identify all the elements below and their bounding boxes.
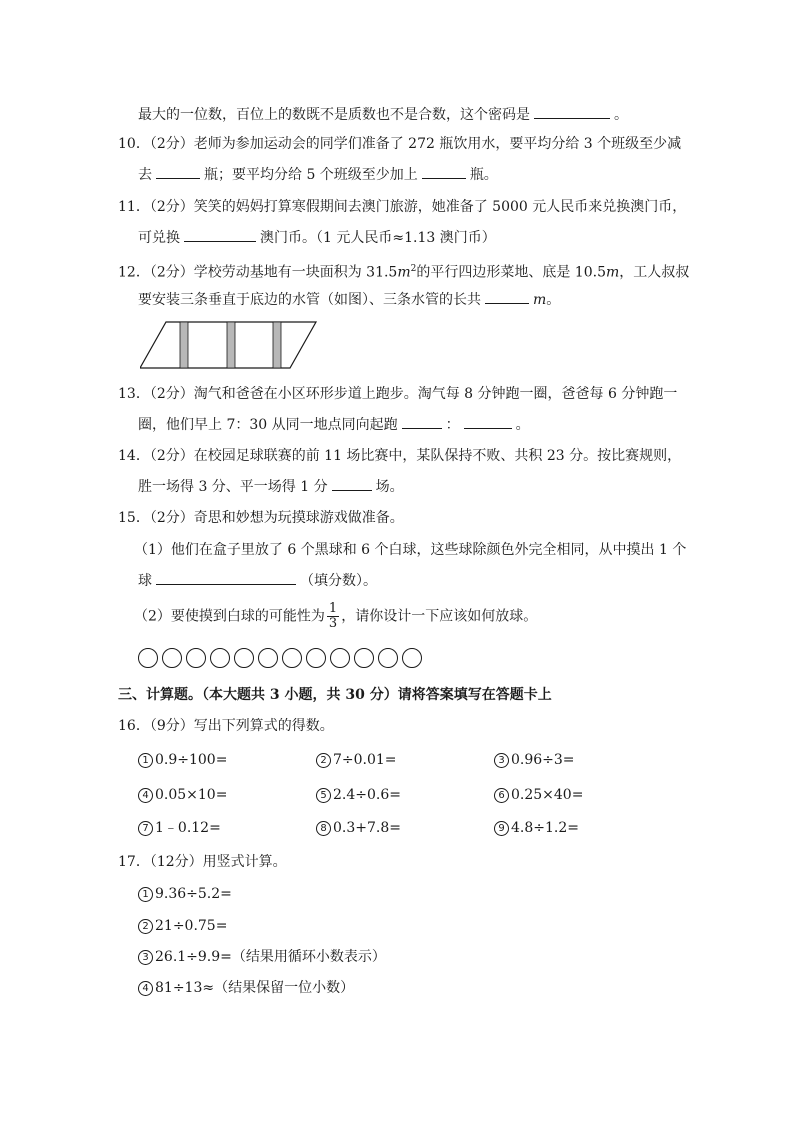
water-pipe (227, 322, 235, 368)
item-number-circle: 3 (138, 950, 153, 965)
q16-title: 16．（9分）写出下列算式的得数。 (118, 718, 334, 734)
ball-circle[interactable] (378, 648, 398, 668)
q12-line2: 要安装三条垂直于底边的水管（如图）、三条水管的长共 m。 (138, 289, 560, 310)
q16-item (138, 785, 227, 805)
item-number-circle: 5 (316, 788, 331, 803)
q12-line1: 12．（2分）学校劳动基地有一块面积为 $31.5m^2$的平行四边形菜地、底是 10.5m，工人叔叔 (118, 264, 690, 281)
item-number-circle: 3 (494, 753, 509, 768)
answer-blank[interactable] (156, 164, 200, 179)
q17-item (138, 884, 232, 904)
q15-line1: 15．（2分）奇思和妙想为玩摸球游戏做准备。 (118, 510, 404, 526)
answer-blank[interactable] (156, 570, 296, 585)
ball-circles (138, 648, 422, 668)
q10-line2: 去 瓶；要平均分给 5 个班级至少加上 瓶。 (138, 164, 498, 185)
q11-line1: 11．（2分）笑笑的妈妈打算寒假期间去澳门旅游，她准备了 5000 元人民币来兑换澳门币， (118, 199, 687, 215)
q16-item (138, 818, 221, 838)
answer-blank[interactable] (485, 289, 529, 304)
q14-line2: 胜一场得 3 分、平一场得 1 分 场。 (138, 476, 404, 497)
item-number-circle: 9 (494, 821, 509, 836)
ball-circle[interactable] (258, 648, 278, 668)
water-pipe (180, 322, 188, 368)
q14-line1: 14．（2分）在校园足球联赛的前 11 场比赛中，某队保持不败、共积 23 分。按比赛规则， (118, 448, 682, 464)
q16-item (316, 750, 397, 770)
item-number-circle: 8 (316, 821, 331, 836)
answer-blank[interactable] (464, 414, 512, 429)
item-expression: 0.05×10= (155, 787, 228, 803)
q15-sub2: （2）要使摸到白球的可能性为 $\frac{1}{3}$ ，请你设计一下应该如何放球。 (134, 601, 538, 631)
item-number-circle: 7 (138, 821, 153, 836)
q16-item (494, 818, 579, 838)
q13-line1: 13．（2分）淘气和爸爸在小区环形步道上跑步。淘气每 8 分钟跑一圈，爸爸每 6 分钟跑一 (118, 386, 678, 402)
item-expression: 4.8÷1.2= (511, 820, 579, 836)
item-number-circle: 4 (138, 788, 153, 803)
ball-circle[interactable] (402, 648, 422, 668)
q16-item (138, 750, 227, 770)
q10-line1: 10．（2分）老师为参加运动会的同学们准备了 272 瓶饮用水，要平均分给 3 个班级至少减 (118, 136, 682, 152)
q9-continuation: 最大的一位数，百位上的数既不是质数也不是合数，这个密码是 。 (138, 104, 628, 125)
ball-circle[interactable] (234, 648, 254, 668)
q16-item (316, 818, 401, 838)
item-expression: 1﹣0.12= (155, 820, 221, 836)
item-expression: 9.36÷5.2= (155, 886, 232, 902)
item-expression: 21÷0.75= (155, 918, 228, 934)
ball-circle[interactable] (282, 648, 302, 668)
item-expression: 2.4÷0.6= (333, 787, 401, 803)
item-expression: 7÷0.01= (333, 752, 397, 768)
ball-circle[interactable] (210, 648, 230, 668)
q16-item (494, 750, 575, 770)
section3-title: 三、计算题。（本大题共 3 小题，共 30 分）请将答案填写在答题卡上 (118, 687, 552, 703)
ball-circle[interactable] (138, 648, 158, 668)
answer-blank[interactable] (534, 104, 610, 119)
water-pipe (273, 322, 281, 368)
item-number-circle: 1 (138, 753, 153, 768)
item-expression: 0.25×40= (511, 787, 584, 803)
item-expression: 0.9÷100= (155, 752, 228, 768)
q17-item (138, 916, 227, 936)
ball-circle[interactable] (354, 648, 374, 668)
q16-item (316, 785, 401, 805)
item-number-circle: 1 (138, 887, 153, 902)
q17-item (138, 947, 386, 967)
q11-line2: 可兑换 澳门币。（1 元人民币≈1.13 澳门币） (138, 227, 496, 248)
ball-circle[interactable] (186, 648, 206, 668)
answer-blank[interactable] (332, 476, 372, 491)
answer-blank[interactable] (402, 414, 442, 429)
parallelogram-figure (140, 320, 320, 370)
ball-circle[interactable] (330, 648, 350, 668)
answer-blank[interactable] (184, 227, 256, 242)
item-expression: 81÷13≈（结果保留一位小数） (155, 980, 355, 996)
ball-circle[interactable] (306, 648, 326, 668)
item-number-circle: 4 (138, 981, 153, 996)
item-number-circle: 6 (494, 788, 509, 803)
q17-item (138, 978, 354, 998)
item-expression: 26.1÷9.9=（结果用循环小数表示） (155, 949, 386, 965)
q16-item (494, 785, 583, 805)
ball-circle[interactable] (162, 648, 182, 668)
q15-sub1-line2: 球 （填分数）。 (138, 570, 377, 591)
item-number-circle: 2 (316, 753, 331, 768)
answer-blank[interactable] (422, 164, 466, 179)
item-expression: 0.3+7.8= (333, 820, 401, 836)
item-expression: 0.96÷3= (511, 752, 575, 768)
q17-title: 17．（12分）用竖式计算。 (118, 854, 287, 870)
q15-sub1-line1: （1）他们在盒子里放了 6 个黑球和 6 个白球，这些球除颜色外完全相同，从中摸出 1 个 (134, 542, 687, 558)
q13-line2: 圈，他们早上 7：30 从同一地点同向起跑 ： 。 (138, 414, 530, 435)
item-number-circle: 2 (138, 919, 153, 934)
fraction-one-third: $\frac{1}{3}$ (328, 601, 338, 631)
